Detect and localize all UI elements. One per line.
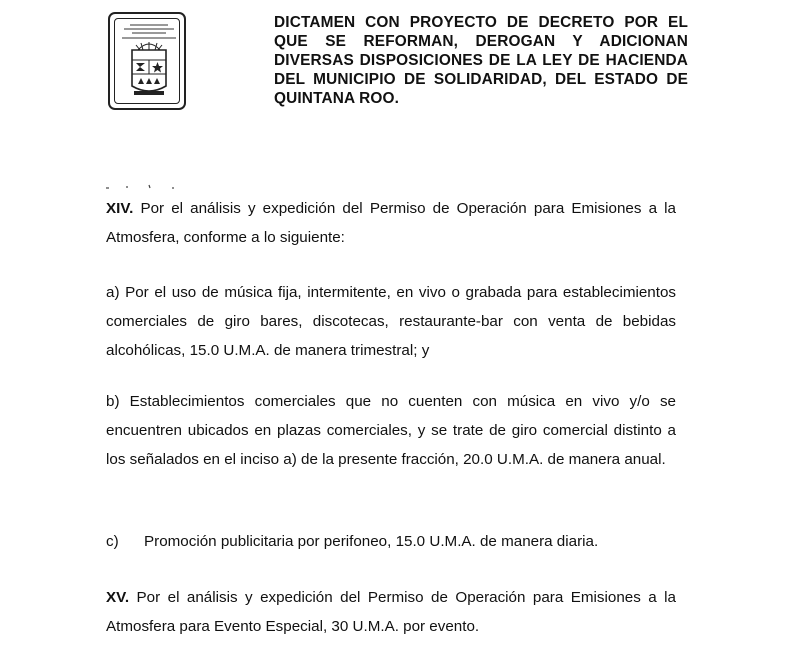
- item-b: b) Establecimientos comerciales que no cuenten con música en vivo y/o se encuentren ubicados en plazas comerciales, y se trate de giro comercial distinto a los señalados en el inciso a) de la presente fracción, 20.0 U.M.A. de manera anual.: [106, 393, 676, 468]
- section-xiv: [106, 194, 676, 252]
- section-xiv-text: Por el análisis y expedición del Permiso de Operación para Emisiones a la Atmosfera, conforme a lo siguiente:: [106, 200, 676, 246]
- item-c-label: c): [106, 533, 119, 550]
- section-xv-text: Por el análisis y expedición del Permiso de Operación para Emisiones a la Atmosfera para Evento Especial, 30 U.M.A. por evento.: [106, 589, 676, 635]
- cropped-text-fragment: [104, 182, 184, 190]
- coat-of-arms-icon: [110, 14, 188, 112]
- document-title: DICTAMEN CON PROYECTO DE DECRETO POR EL QUE SE REFORMAN, DEROGAN Y ADICIONAN DIVERSAS DISPOSICIONES DE LA LEY DE HACIENDA DEL MUNICIPIO DE SOLIDARIDAD, DEL ESTADO DE QUINTANA ROO.: [274, 14, 688, 107]
- item-c-text: Promoción publicitaria por perifoneo, 15.0 U.M.A. de manera diaria.: [144, 533, 599, 550]
- section-label-xiv: XIV.: [106, 200, 134, 217]
- legislature-seal: [108, 12, 186, 110]
- section-xv: [106, 583, 676, 641]
- item-c: [106, 527, 676, 556]
- section-label-xv: XV.: [106, 589, 130, 606]
- item-a: a) Por el uso de música fija, intermitente, en vivo o grabada para establecimientos comerciales de giro bares, discotecas, restaurante-bar con venta de bebidas alcohólicas, 15.0 U.M.A. de manera trimestral; y: [106, 284, 676, 359]
